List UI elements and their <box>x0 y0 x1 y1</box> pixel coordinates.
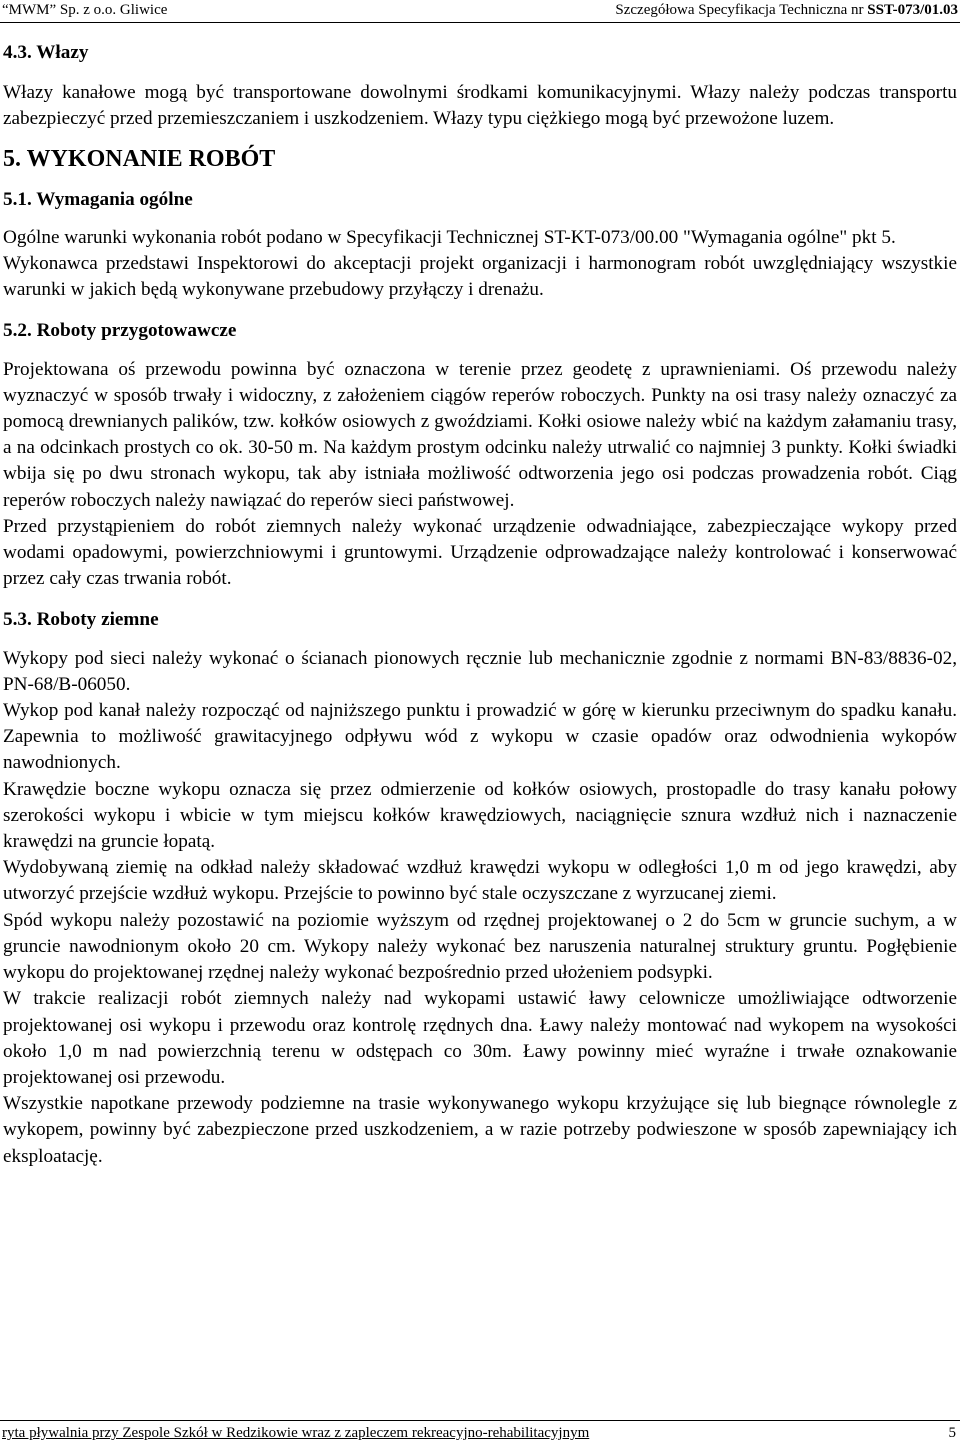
section-5-heading: 5. WYKONANIE ROBÓT <box>3 145 276 172</box>
section-5-1-heading: 5.1. Wymagania ogólne <box>3 188 193 210</box>
section-5-3-paragraph-4: Wydobywaną ziemię na odkład należy składować wzdłuż krawędzi wykopu w odległości 1,0 m od jego krawędzi, aby utworzyć przejście wzdłuż wykopu. Przejście to powinno być stale oczyszczane z wyrzucanej ziemi. <box>3 857 957 905</box>
section-5-3-paragraph-1: Wykopy pod sieci należy wykonać o ścianach pionowych ręcznie lub mechanicznie zgodnie z normami BN-83/8836-02, PN-68/B-06050. <box>3 647 957 695</box>
section-5-3-paragraph-5: Spód wykopu należy pozostawić na poziomie wyższym od rzędnej projektowanej o 2 do 5cm w gruncie suchym, a w gruncie nawodnionym około 20 cm. Wykopy należy wykonać bez naruszenia naturalnej struktury gruntu. Pogłębienie wykopu do projektowanej rzędnej należy wykonać bezpośrednio przed ułożeniem podsypki. <box>3 909 957 984</box>
document-body <box>3 40 957 1170</box>
footer-page-number: 5 <box>948 1425 956 1441</box>
section-5-1-paragraph-2: Wykonawca przedstawi Inspektorowi do akceptacji projekt organizacji i harmonogram robót uwzględniający wszystkie warunki w jakich będą wykonywane przebudowy przyłączy i drenażu. <box>3 253 957 301</box>
header-spec-prefix: Szczegółowa Specyfikacja Techniczna nr <box>615 2 868 18</box>
section-5-3-heading: 5.3. Roboty ziemne <box>3 609 159 631</box>
section-5-3-paragraph-6: W trakcie realizacji robót ziemnych należy nad wykopami ustawić ławy celownicze umożliwiające odtworzenie projektowanej osi wykopu i przewodu oraz kontrolę rzędnych dna. Ławy należy montować nad wykopem na wysokości około 1,0 m nad powierzchnią terenu w odstępach co 30m. Ławy powinny mieć wyraźne i trwałe oznakowanie projektowanej osi przewodu. <box>3 988 957 1088</box>
header-spec-code: SST-073/01.03 <box>867 2 958 18</box>
section-4-3-heading: 4.3. Włazy <box>3 42 89 63</box>
section-4-3-paragraph: Włazy kanałowe mogą być transportowane dowolnymi środkami komunikacyjnymi. Włazy należy podczas transportu zabezpieczyć przed przemieszczaniem i uszkodzeniem. Włazy typu ciężkiego mogą być przewożone luzem. <box>3 82 957 130</box>
section-5-3-paragraph-2: Wykop pod kanał należy rozpocząć od najniższego punktu i prowadzić w górę w kierunku przeciwnym do spadku kanału. Zapewnia to możliwość grawitacyjnego odpływu wód z wykopu w czasie opadów oraz odwodnienia wykopów nawodnionych. <box>3 700 957 774</box>
section-5-2-heading: 5.2. Roboty przygotowawcze <box>3 320 237 342</box>
header-company: “MWM” Sp. z o.o. Gliwice <box>2 2 168 18</box>
section-5-2-paragraph-1: Projektowana oś przewodu powinna być oznaczona w terenie przez geodetę z uprawnieniami. Oś przewodu należy wyznaczyć w sposób trwały i widoczny, z założeniem ciągów reperów roboczych. Punkty na osi trasy należy oznaczyć za pomocą drewnianych palików, tzw. kołków osiowych z gwoździami. Kołki osiowe należy wbić na każdym załamaniu trasy, a na odcinkach prostych co ok. 30-50 m. Na każdym prostym odcinku należy utrwalić co najmniej 3 punkty. Kołki świadki wbija się po dwu stronach wykopu, tak aby istniała możliwość odtworzenia jego osi podczas prowadzenia robót. Ciąg reperów roboczych należy nawiązać do reperów sieci państwowej. <box>3 358 957 511</box>
page-footer <box>0 1420 960 1445</box>
footer-project-title: ryta pływalnia przy Zespole Szkół w Redzikowie wraz z zapleczem rekreacyjno-rehabilitacyjnym <box>2 1425 590 1441</box>
header-spec-title <box>615 0 958 20</box>
section-5-1-paragraph-1: Ogólne warunki wykonania robót podano w Specyfikacji Technicznej ST-KT-073/00.00 "Wymagania ogólne" pkt 5. <box>3 226 896 248</box>
page-header <box>0 0 960 23</box>
section-5-3-paragraph-7: Wszystkie napotkane przewody podziemne na trasie wykonywanego wykopu krzyżujące się lub biegnące równolegle z wykopem, powinny być zabezpieczone przed uszkodzeniem, a w razie potrzeby podwieszone w sposób zapewniający ich eksploatację. <box>3 1093 957 1167</box>
section-5-2-paragraph-2: Przed przystąpieniem do robót ziemnych należy wykonać urządzenie odwadniające, zabezpieczające wykopy przed wodami opadowymi, powierzchniowymi i gruntowymi. Urządzenie odprowadzające należy kontrolować i konserwować przez cały czas trwania robót. <box>3 515 957 590</box>
section-5-3-paragraph-3: Krawędzie boczne wykopu oznacza się przez odmierzenie od kołków osiowych, prostopadle do trasy kanału połowy szerokości wykopu i wbicie w tym miejscu kołków krawędziowych, naciągnięcie sznura wzdłuż nich i naznaczenie krawędzi na gruncie łopatą. <box>3 778 957 853</box>
